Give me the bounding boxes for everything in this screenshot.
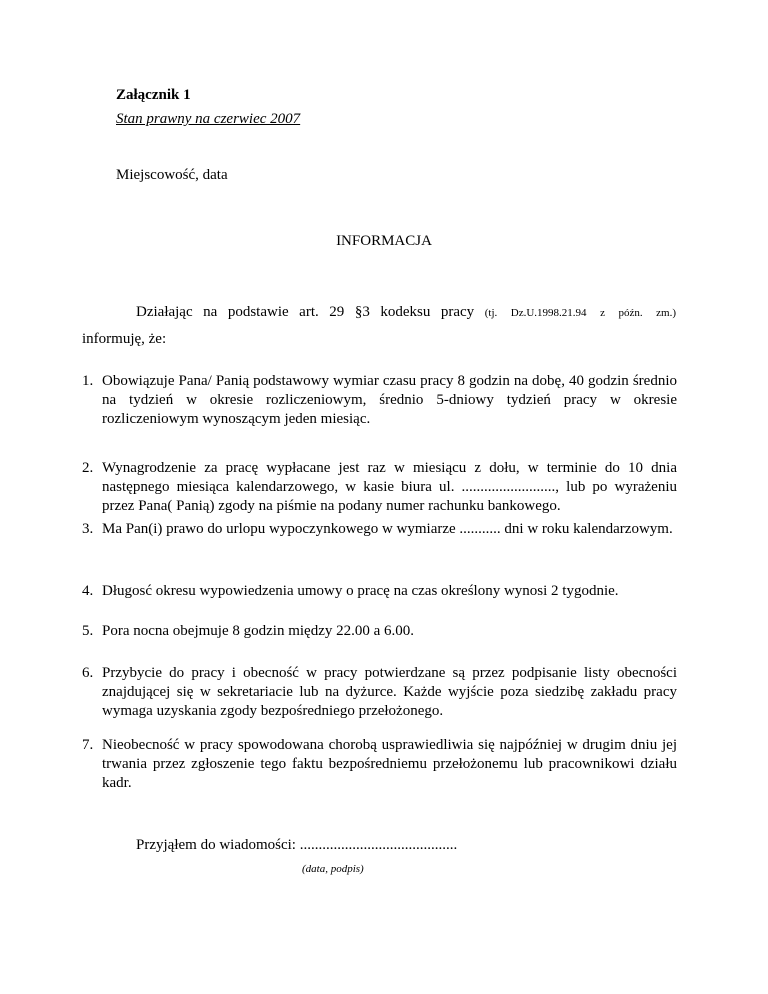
- intro-legal-reference: (tj. Dz.U.1998.21.94 z późn. zm.): [484, 307, 676, 319]
- list-item-number: 3.: [82, 521, 94, 537]
- list-item-number: 7.: [82, 737, 94, 753]
- intro-main-text: Działając na podstawie art. 29 §3 kodeksu pracy: [136, 304, 475, 320]
- list-item-text: Długosć okresu wypowiedzenia umowy o pracę na czas określony wynosi 2 tygodnie.: [102, 583, 619, 599]
- place-date-line: Miejscowość, data: [116, 167, 228, 183]
- list-item-number: 6.: [82, 665, 94, 681]
- acknowledgement-line: Przyjąłem do wiadomości: ..........................................: [136, 837, 458, 853]
- signature-caption: (data, podpis): [302, 863, 364, 875]
- list-item-text: Ma Pan(i) prawo do urlopu wypoczynkowego w wymiarze ........... dni w roku kalendarzowym.: [102, 521, 673, 537]
- list-item-number: 4.: [82, 583, 94, 599]
- list-item-text: Przybycie do pracy i obecność w pracy potwierdzane są przez podpisanie listy obecności znajdującej się w sekretariacie lub na dyżurce. Każde wyjście poza siedzibę zakładu pracy wymaga uzyskania zgody bezpośredniego przełożonego.: [102, 665, 677, 719]
- list-item-text: Wynagrodzenie za pracę wypłacane jest raz w miesiącu z dołu, w terminie do 10 dnia następnego miesiąca kalendarzowego, w kasie biura ul. ........................., lub po wyrażeniu przez Pana( Panią) zgody na piśmie na podany numer rachunku bankowego.: [102, 460, 677, 514]
- list-item-text: Pora nocna obejmuje 8 godzin między 22.00 a 6.00.: [102, 623, 415, 639]
- intro-continuation: informuję, że:: [82, 331, 167, 347]
- intro-line: [136, 303, 676, 323]
- list-item-number: 5.: [82, 623, 94, 639]
- list-item-text: Nieobecność w pracy spowodowana chorobą usprawiedliwia się najpóźniej w drugim dniu jej trwania przez zgłoszenie tego faktu bezpośredniemu przełożonemu lub pracownikowi działu kadr.: [102, 737, 677, 791]
- list-item-number: 2.: [82, 460, 94, 476]
- legal-state-note: Stan prawny na czerwiec 2007: [116, 111, 301, 127]
- document-heading: INFORMACJA: [336, 233, 432, 249]
- list-item-number: 1.: [82, 373, 94, 389]
- annex-title: Załącznik 1: [116, 87, 191, 103]
- list-item-text: Obowiązuje Pana/ Panią podstawowy wymiar czasu pracy 8 godzin na dobę, 40 godzin średnio na tydzień w okresie rozliczeniowym, średnio 5-dniowy tydzień pracy w okresie rozliczeniowym wynoszącym jeden miesiąc.: [102, 373, 677, 427]
